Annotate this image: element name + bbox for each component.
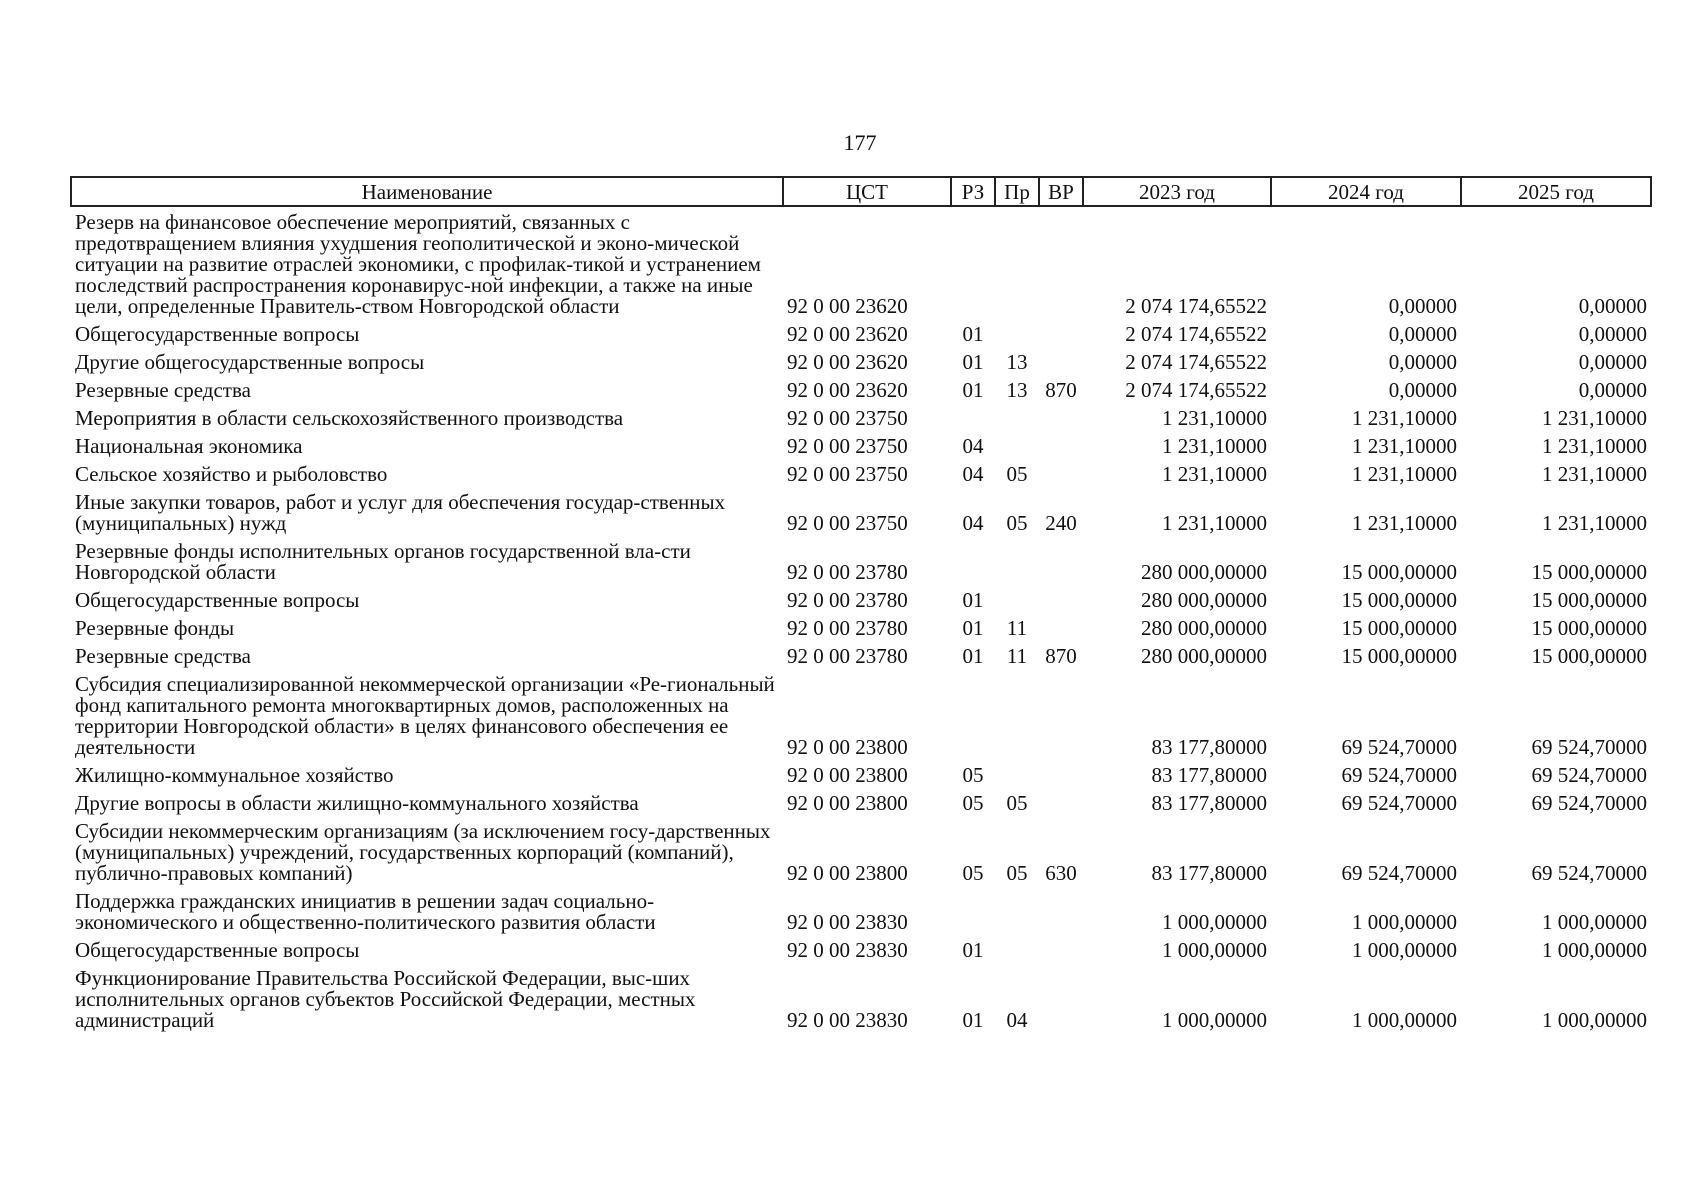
- table-row: [71, 641, 1651, 669]
- row-vr: 240: [1045, 511, 1077, 535]
- header-name: Наименование: [71, 177, 783, 206]
- row-2024: 15 000,00000: [1341, 560, 1457, 584]
- row-2025: 1 000,00000: [1542, 910, 1647, 934]
- row-pr: [995, 886, 1039, 935]
- row-cst: 92 0 00 23800: [787, 735, 908, 759]
- table-row: [71, 816, 1651, 886]
- header-vr: ВР: [1039, 177, 1083, 206]
- table-row: [71, 963, 1651, 1033]
- header-2024: 2024 год: [1271, 177, 1461, 206]
- row-2023: 1 231,10000: [1162, 462, 1267, 486]
- row-name: Резервные средства: [75, 378, 251, 402]
- header-2025: 2025 год: [1461, 177, 1651, 206]
- table-row: [71, 669, 1651, 760]
- row-name: Иные закупки товаров, работ и услуг для обеспечения государ-ственных (муниципальных) нужд: [75, 490, 726, 535]
- row-pr: [995, 935, 1039, 963]
- row-vr: [1039, 963, 1083, 1033]
- header-pr: Пр: [995, 177, 1039, 206]
- row-2023: 2 074 174,65522: [1125, 294, 1267, 318]
- row-2024: 1 231,10000: [1352, 462, 1457, 486]
- row-2025: 1 231,10000: [1542, 406, 1647, 430]
- table-row: [71, 319, 1651, 347]
- row-pr: 05: [1006, 462, 1028, 486]
- row-vr: [1039, 403, 1083, 431]
- row-rz: 01: [962, 322, 984, 346]
- row-2025: 69 524,70000: [1531, 763, 1647, 787]
- row-pr: 05: [1006, 791, 1028, 815]
- row-rz: [951, 669, 995, 760]
- budget-table: [70, 176, 1652, 1033]
- row-2025: 15 000,00000: [1531, 560, 1647, 584]
- row-pr: 05: [1006, 861, 1028, 885]
- row-2023: 1 231,10000: [1162, 511, 1267, 535]
- row-2023: 83 177,80000: [1151, 861, 1267, 885]
- row-vr: 630: [1045, 861, 1077, 885]
- row-2023: 83 177,80000: [1151, 735, 1267, 759]
- row-pr: [995, 431, 1039, 459]
- row-cst: 92 0 00 23780: [787, 644, 908, 668]
- row-pr: 13: [1006, 350, 1028, 374]
- row-rz: 01: [962, 588, 984, 612]
- row-name: Субсидия специализированной некоммерческой организации «Ре-гиональный фонд капитального ремонта многоквартирных домов, расположенных на территории Новгородской области» в целях финансового обеспечения ее деятельности: [75, 672, 775, 759]
- row-2025: 15 000,00000: [1531, 644, 1647, 668]
- header-cst: ЦСТ: [783, 177, 951, 206]
- row-2025: 1 000,00000: [1542, 1008, 1647, 1032]
- row-name: Национальная экономика: [75, 434, 303, 458]
- row-rz: 05: [962, 861, 984, 885]
- table-row: [71, 459, 1651, 487]
- row-2025: 15 000,00000: [1531, 588, 1647, 612]
- table-row: [71, 788, 1651, 816]
- row-2025: 69 524,70000: [1531, 735, 1647, 759]
- row-pr: [995, 669, 1039, 760]
- row-cst: 92 0 00 23800: [787, 763, 908, 787]
- row-rz: 05: [962, 763, 984, 787]
- row-name: Функционирование Правительства Российской Федерации, выс-ших исполнительных органов субъектов Российской Федерации, местных администраций: [75, 966, 696, 1032]
- header-rz: РЗ: [951, 177, 995, 206]
- row-2024: 0,00000: [1388, 322, 1457, 346]
- row-pr: 05: [1006, 511, 1028, 535]
- row-cst: 92 0 00 23800: [787, 791, 908, 815]
- row-2023: 280 000,00000: [1141, 588, 1267, 612]
- row-cst: 92 0 00 23620: [787, 294, 908, 318]
- row-name: Поддержка гражданских инициатив в решении задач социально-экономического и общественно-политического развития области: [75, 889, 656, 934]
- row-cst: 92 0 00 23750: [787, 462, 908, 486]
- row-vr: [1039, 319, 1083, 347]
- row-2023: 280 000,00000: [1141, 616, 1267, 640]
- row-vr: 870: [1045, 378, 1077, 402]
- row-2023: 1 000,00000: [1162, 938, 1267, 962]
- row-pr: [995, 319, 1039, 347]
- row-cst: 92 0 00 23620: [787, 350, 908, 374]
- row-name: Мероприятия в области сельскохозяйственного производства: [75, 406, 624, 430]
- row-2023: 1 231,10000: [1162, 406, 1267, 430]
- row-cst: 92 0 00 23780: [787, 588, 908, 612]
- row-2024: 15 000,00000: [1341, 644, 1457, 668]
- row-rz: 01: [962, 616, 984, 640]
- row-pr: 11: [1006, 616, 1028, 640]
- header-2023: 2023 год: [1083, 177, 1271, 206]
- row-2024: 15 000,00000: [1341, 588, 1457, 612]
- row-vr: [1039, 613, 1083, 641]
- row-2024: 0,00000: [1388, 350, 1457, 374]
- row-2025: 15 000,00000: [1531, 616, 1647, 640]
- table-row: [71, 760, 1651, 788]
- row-name: Общегосударственные вопросы: [75, 588, 360, 612]
- row-rz: 04: [962, 462, 984, 486]
- row-name: Сельское хозяйство и рыболовство: [75, 462, 388, 486]
- row-2023: 280 000,00000: [1141, 644, 1267, 668]
- row-vr: [1039, 669, 1083, 760]
- row-2023: 1 231,10000: [1162, 434, 1267, 458]
- row-vr: [1039, 347, 1083, 375]
- row-2024: 69 524,70000: [1341, 791, 1457, 815]
- row-2024: 69 524,70000: [1341, 735, 1457, 759]
- row-vr: [1039, 585, 1083, 613]
- row-name: Резерв на финансовое обеспечение мероприятий, связанных с предотвращением влияния ухудшения геополитической и эконо-мической ситуации на развитие отраслей экономики, с профилак-тикой и устранением последствий распространения коронавирус-ной инфекции, а также на иные цели, определенные Правитель-ством Новгородской области: [75, 210, 761, 318]
- row-2023: 83 177,80000: [1151, 791, 1267, 815]
- row-2025: 1 231,10000: [1542, 434, 1647, 458]
- row-vr: [1039, 935, 1083, 963]
- row-rz: [951, 536, 995, 585]
- row-2025: 1 000,00000: [1542, 938, 1647, 962]
- row-rz: 01: [962, 1008, 984, 1032]
- table-row: [71, 431, 1651, 459]
- row-cst: 92 0 00 23750: [787, 406, 908, 430]
- row-2023: 83 177,80000: [1151, 763, 1267, 787]
- row-name: Общегосударственные вопросы: [75, 938, 360, 962]
- row-2024: 1 000,00000: [1352, 1008, 1457, 1032]
- row-pr: 11: [1006, 644, 1028, 668]
- row-name: Жилищно-коммунальное хозяйство: [75, 763, 394, 787]
- row-2024: 1 000,00000: [1352, 910, 1457, 934]
- row-vr: [1039, 788, 1083, 816]
- row-cst: 92 0 00 23830: [787, 1008, 908, 1032]
- row-vr: [1039, 431, 1083, 459]
- row-cst: 92 0 00 23780: [787, 616, 908, 640]
- row-2024: 15 000,00000: [1341, 616, 1457, 640]
- row-2025: 69 524,70000: [1531, 861, 1647, 885]
- row-vr: [1039, 536, 1083, 585]
- row-2024: 0,00000: [1388, 294, 1457, 318]
- row-2025: 0,00000: [1578, 294, 1647, 318]
- row-vr: [1039, 459, 1083, 487]
- row-rz: 05: [962, 791, 984, 815]
- row-cst: 92 0 00 23780: [787, 560, 908, 584]
- row-2024: 0,00000: [1388, 378, 1457, 402]
- table-row: [71, 487, 1651, 536]
- row-rz: 01: [962, 644, 984, 668]
- table-row: [71, 206, 1651, 319]
- row-vr: [1039, 760, 1083, 788]
- row-pr: [995, 585, 1039, 613]
- row-pr: [995, 403, 1039, 431]
- row-2024: 1 231,10000: [1352, 406, 1457, 430]
- row-name: Резервные фонды исполнительных органов государственной вла-сти Новгородской области: [75, 539, 691, 584]
- row-2025: 1 231,10000: [1542, 511, 1647, 535]
- row-pr: [995, 760, 1039, 788]
- row-2023: 280 000,00000: [1141, 560, 1267, 584]
- table-header-row: [71, 177, 1651, 206]
- row-2025: 0,00000: [1578, 322, 1647, 346]
- row-pr: 04: [1006, 1008, 1028, 1032]
- row-rz: 04: [962, 434, 984, 458]
- row-vr: [1039, 206, 1083, 319]
- row-cst: 92 0 00 23620: [787, 378, 908, 402]
- row-2024: 69 524,70000: [1341, 763, 1457, 787]
- row-rz: [951, 403, 995, 431]
- table-row: [71, 403, 1651, 431]
- row-cst: 92 0 00 23750: [787, 434, 908, 458]
- row-cst: 92 0 00 23620: [787, 322, 908, 346]
- row-2024: 1 000,00000: [1352, 938, 1457, 962]
- row-rz: [951, 886, 995, 935]
- table-row: [71, 613, 1651, 641]
- row-cst: 92 0 00 23800: [787, 861, 908, 885]
- table-body: [71, 206, 1651, 1033]
- row-rz: 01: [962, 350, 984, 374]
- row-2025: 0,00000: [1578, 378, 1647, 402]
- row-name: Другие общегосударственные вопросы: [75, 350, 425, 374]
- row-vr: [1039, 886, 1083, 935]
- table-row: [71, 935, 1651, 963]
- row-rz: 01: [962, 938, 984, 962]
- row-name: Другие вопросы в области жилищно-коммунального хозяйства: [75, 791, 639, 815]
- row-2024: 1 231,10000: [1352, 434, 1457, 458]
- row-2023: 2 074 174,65522: [1125, 322, 1267, 346]
- row-2025: 1 231,10000: [1542, 462, 1647, 486]
- row-2023: 1 000,00000: [1162, 1008, 1267, 1032]
- row-name: Резервные фонды: [75, 616, 235, 640]
- row-2023: 2 074 174,65522: [1125, 350, 1267, 374]
- row-2025: 69 524,70000: [1531, 791, 1647, 815]
- page-number: 177: [843, 130, 877, 155]
- row-pr: 13: [1006, 378, 1028, 402]
- table-row: [71, 347, 1651, 375]
- table-row: [71, 536, 1651, 585]
- row-2025: 0,00000: [1578, 350, 1647, 374]
- row-name: Резервные средства: [75, 644, 251, 668]
- row-vr: 870: [1045, 644, 1077, 668]
- row-rz: [951, 206, 995, 319]
- row-rz: 04: [962, 511, 984, 535]
- row-name: Общегосударственные вопросы: [75, 322, 360, 346]
- row-cst: 92 0 00 23830: [787, 938, 908, 962]
- row-2024: 69 524,70000: [1341, 861, 1457, 885]
- table-row: [71, 375, 1651, 403]
- row-2024: 1 231,10000: [1352, 511, 1457, 535]
- table-row: [71, 886, 1651, 935]
- table-row: [71, 585, 1651, 613]
- row-pr: [995, 206, 1039, 319]
- row-name: Субсидии некоммерческим организациям (за исключением госу-дарственных (муниципальных) учреждений, государственных корпораций (компаний), публично-правовых компаний): [75, 819, 771, 885]
- row-pr: [995, 536, 1039, 585]
- row-2023: 2 074 174,65522: [1125, 378, 1267, 402]
- row-cst: 92 0 00 23830: [787, 910, 908, 934]
- row-rz: 01: [962, 378, 984, 402]
- row-cst: 92 0 00 23750: [787, 511, 908, 535]
- row-2023: 1 000,00000: [1162, 910, 1267, 934]
